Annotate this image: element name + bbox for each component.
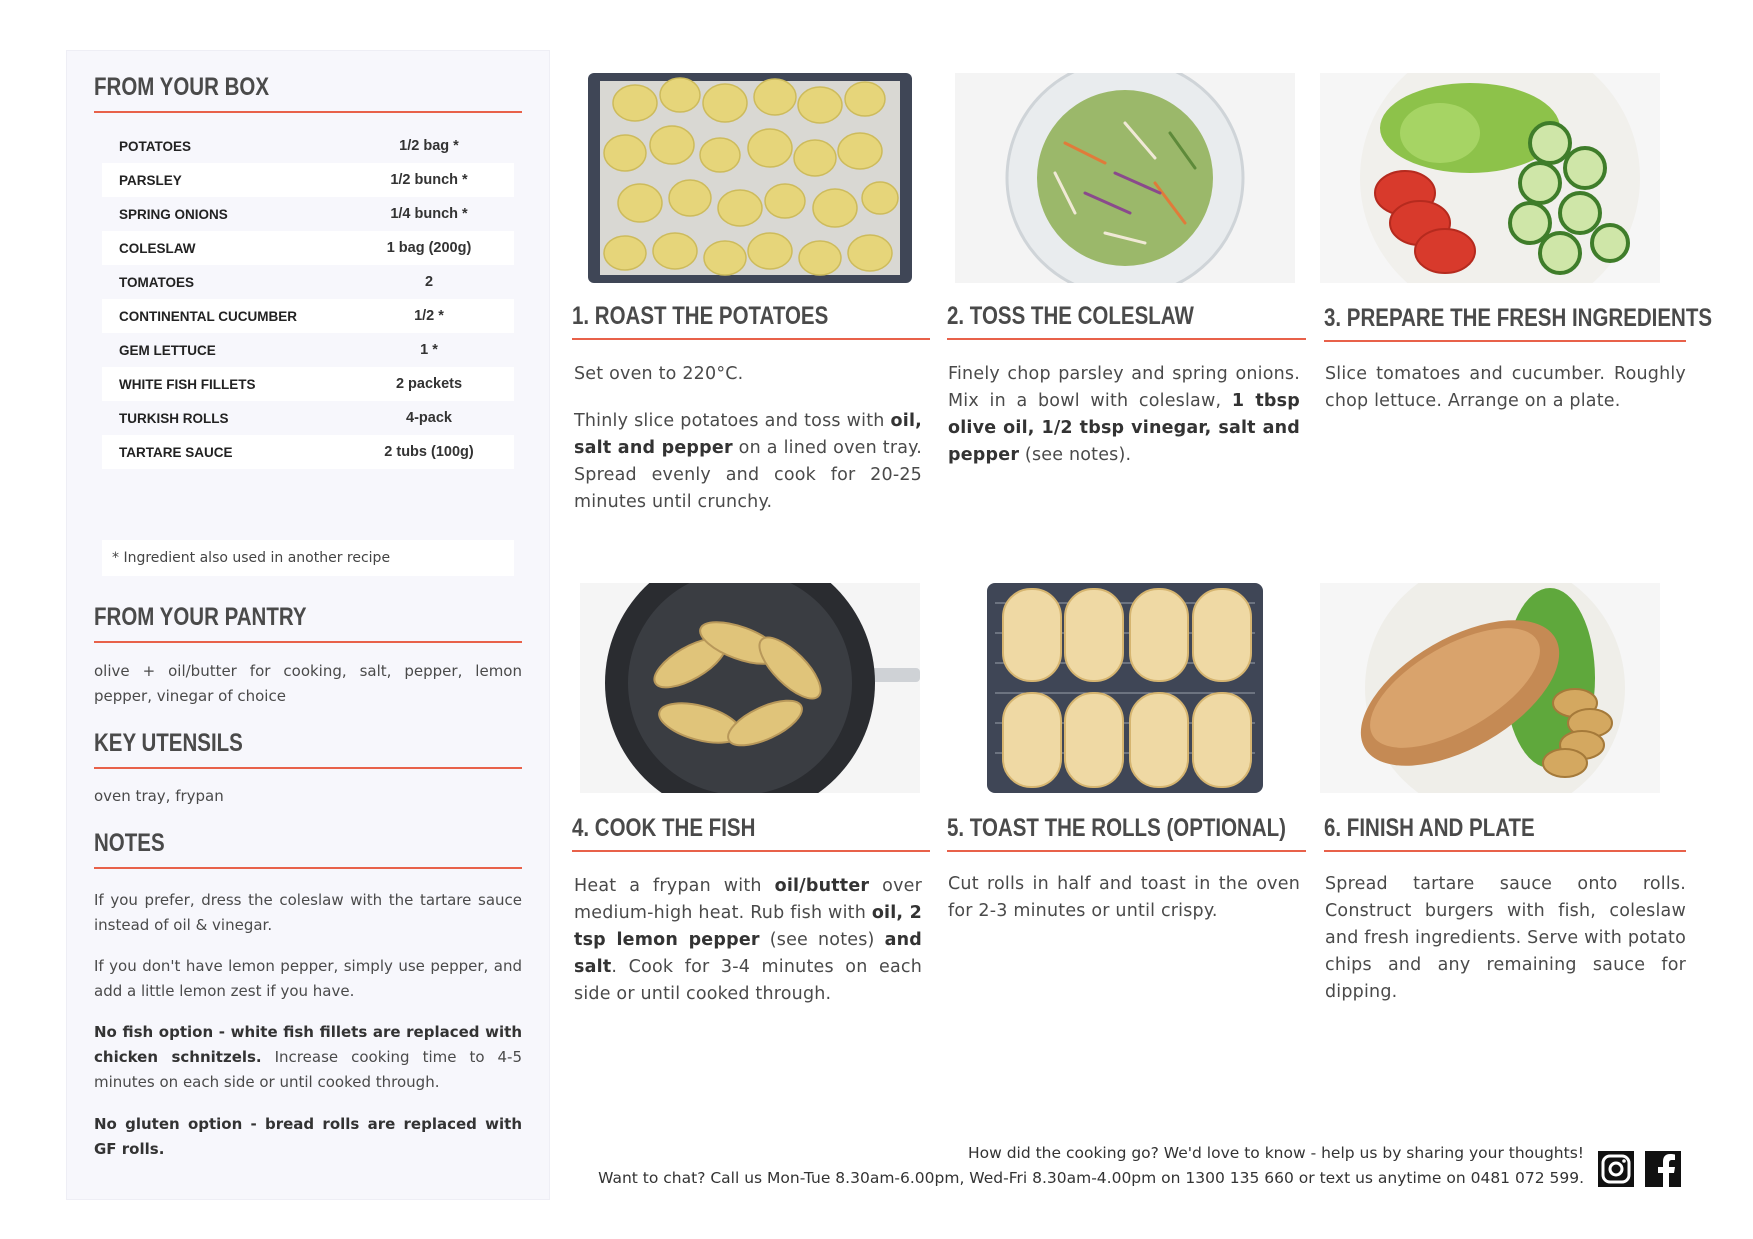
section-divider xyxy=(94,111,522,113)
ingredient-qty: 2 xyxy=(424,274,434,290)
ingredient-qty: 1/2 bunch * xyxy=(390,172,468,188)
step-divider xyxy=(947,850,1306,852)
ingredient-row xyxy=(102,333,514,367)
step-1-instructions xyxy=(574,408,922,516)
section-divider xyxy=(94,867,522,869)
text-span: Heat a frypan with xyxy=(574,876,775,896)
step-divider xyxy=(572,338,930,340)
ingredient-row xyxy=(102,197,514,231)
roast-potatoes-photo xyxy=(580,73,920,283)
cook-fish-photo xyxy=(580,583,920,793)
from-your-box-title: FROM YOUR BOX xyxy=(94,73,270,101)
step-divider xyxy=(572,850,930,852)
feedback-text: How did the cooking go? We'd love to know - help us by sharing your thoughts! xyxy=(967,1144,1584,1162)
ingredient-row xyxy=(102,129,514,163)
ingredient-row xyxy=(102,299,514,333)
step-divider xyxy=(1324,340,1686,342)
bold-span: and salt xyxy=(574,930,922,977)
ingredient-qty: 2 packets xyxy=(395,376,463,392)
ingredient-name: WHITE FISH FILLETS xyxy=(119,376,256,392)
ingredient-qty: 1/2 * xyxy=(414,308,444,324)
ingredient-footnote: * Ingredient also used in another recipe xyxy=(102,540,514,576)
step-3-text: Slice tomatoes and cucumber. Roughly chop lettuce. Arrange on a plate. xyxy=(1325,364,1686,411)
bold-span: oil, salt and pepper xyxy=(574,411,922,458)
finish-plate-photo xyxy=(1320,583,1660,793)
step-5-title: 5. TOAST THE ROLLS (OPTIONAL) xyxy=(947,814,1287,842)
ingredient-qty: 1 bag (200g) xyxy=(386,240,472,256)
text-span: (see notes). xyxy=(1019,445,1132,465)
text-span: on a lined oven tray. Spread evenly and cook for 20-25 minutes until crunchy. xyxy=(574,438,922,512)
fresh-ingredients-photo xyxy=(1320,73,1660,283)
ingredient-row xyxy=(102,367,514,401)
section-divider xyxy=(94,641,522,643)
text-span: Thinly slice potatoes and toss with xyxy=(574,411,891,431)
text-span: (see notes) xyxy=(759,930,885,950)
utensils-text: oven tray, frypan xyxy=(94,787,224,805)
note-no-fish xyxy=(94,1020,522,1095)
step-2-title: 2. TOSS THE COLESLAW xyxy=(947,302,1194,330)
step-3-title: 3. PREPARE THE FRESH INGREDIENTS xyxy=(1324,304,1713,332)
step-4-text xyxy=(574,873,922,1008)
ingredient-qty: 1/4 bunch * xyxy=(390,206,468,222)
pantry-text: olive + oil/butter for cooking, salt, pepper, lemon pepper, vinegar of choice xyxy=(94,662,522,705)
step-1-oven: Set oven to 220°C. xyxy=(574,364,744,384)
step-divider xyxy=(1324,850,1686,852)
note-no-gluten-bold: No gluten option - bread rolls are replaced with GF rolls. xyxy=(94,1115,522,1158)
ingredient-name: POTATOES xyxy=(119,138,192,154)
ingredient-name: TOMATOES xyxy=(119,274,195,290)
step-2-text xyxy=(948,361,1300,469)
ingredient-name: CONTINENTAL CUCUMBER xyxy=(119,308,297,324)
bold-span: 1 tbsp olive oil, 1/2 tbsp vinegar, salt and pepper xyxy=(948,391,1301,465)
ingredient-name: SPRING ONIONS xyxy=(119,206,228,222)
facebook-icon[interactable] xyxy=(1645,1151,1681,1187)
ingredient-name: GEM LETTUCE xyxy=(119,342,216,358)
ingredient-qty: 1 * xyxy=(420,342,438,358)
bold-span: oil, 2 tsp lemon pepper xyxy=(574,903,923,950)
instagram-icon[interactable] xyxy=(1598,1151,1634,1187)
step-4-title: 4. COOK THE FISH xyxy=(572,814,756,842)
ingredient-name: TURKISH ROLLS xyxy=(119,410,229,426)
ingredient-row xyxy=(102,265,514,299)
step-divider xyxy=(947,338,1306,340)
ingredient-row xyxy=(102,435,514,469)
from-your-pantry-title: FROM YOUR PANTRY xyxy=(94,603,307,631)
contact-text: Want to chat? Call us Mon-Tue 8.30am-6.00pm, Wed-Fri 8.30am-4.00pm on 1300 135 660 or text us anytime on 0481 072 599. xyxy=(598,1169,1584,1187)
step-5-text: Cut rolls in half and toast in the oven for 2-3 minutes or until crispy. xyxy=(948,874,1300,921)
step-6-title: 6. FINISH AND PLATE xyxy=(1324,814,1535,842)
ingredient-row xyxy=(102,231,514,265)
text-span: . Cook for 3-4 minutes on each side or until cooked through. xyxy=(574,957,922,1004)
notes-title: NOTES xyxy=(94,829,165,857)
ingredient-name: PARSLEY xyxy=(119,172,182,188)
bold-span: oil/butter xyxy=(774,876,870,896)
ingredient-name: TARTARE SAUCE xyxy=(119,444,233,460)
key-utensils-title: KEY UTENSILS xyxy=(94,729,243,757)
text-span: Finely chop parsley and spring onions. Mix in a bowl with coleslaw, xyxy=(948,364,1300,411)
ingredient-qty: 4-pack xyxy=(406,410,452,426)
note-no-fish-bold: No fish option - white fish fillets are replaced with chicken schnitzels. xyxy=(94,1023,522,1066)
ingredients-sidebar xyxy=(66,50,550,1200)
ingredients-table xyxy=(102,129,514,469)
note-lemon-pepper: If you don't have lemon pepper, simply use pepper, and add a little lemon zest if you have. xyxy=(94,957,522,1000)
step-1-text xyxy=(574,361,922,516)
toss-coleslaw-photo xyxy=(955,73,1295,283)
step-1-title: 1. ROAST THE POTATOES xyxy=(572,302,829,330)
ingredient-name: COLESLAW xyxy=(119,240,196,256)
note-no-fish-rest: Increase cooking time to 4-5 minutes on each side or until cooked through. xyxy=(94,1048,522,1091)
step-6-text: Spread tartare sauce onto rolls. Construct burgers with fish, coleslaw and fresh ingredients. Serve with potato chips and any remaining sauce for dipping. xyxy=(1325,874,1686,1002)
section-divider xyxy=(94,767,522,769)
text-span: over medium-high heat. Rub fish with xyxy=(574,876,922,923)
ingredient-row xyxy=(102,163,514,197)
ingredient-qty: 1/2 bag * xyxy=(399,138,459,154)
ingredient-qty: 2 tubs (100g) xyxy=(384,444,474,460)
note-no-gluten xyxy=(94,1112,522,1162)
toast-rolls-photo xyxy=(955,583,1295,793)
ingredient-row xyxy=(102,401,514,435)
note-coleslaw: If you prefer, dress the coleslaw with the tartare sauce instead of oil & vinegar. xyxy=(94,891,522,934)
